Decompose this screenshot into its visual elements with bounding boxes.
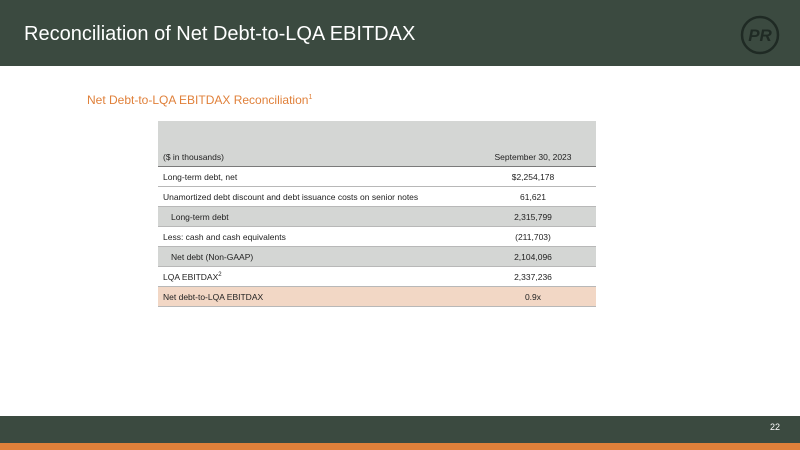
slide-header: [0, 0, 800, 66]
row-label: Net debt-to-LQA EBITDAX: [163, 291, 264, 302]
page-number: 22: [769, 422, 780, 432]
table-header-row: [158, 147, 596, 167]
table-row: [158, 267, 596, 287]
row-value: 2,104,096: [514, 251, 552, 262]
subtitle-footnote-ref: 1: [308, 94, 313, 101]
row-footnote-ref: 2: [218, 271, 222, 278]
row-label: Net debt (Non-GAAP): [171, 251, 254, 262]
table-header-band: [158, 121, 596, 147]
row-value: 2,315,799: [514, 211, 552, 222]
row-value: 0.9x: [524, 291, 542, 302]
company-logo: [740, 15, 780, 55]
slide-content: [0, 66, 800, 416]
row-label: Unamortized debt discount and debt issuance costs on senior notes: [163, 191, 419, 202]
section-subtitle: [87, 93, 312, 107]
table-row-total: [158, 287, 596, 307]
row-value: (211,703): [515, 231, 551, 242]
table-row: [158, 187, 596, 207]
slide-title: Reconciliation of Net Debt-to-LQA EBITDAX: [24, 23, 416, 45]
accent-stripe: [0, 443, 800, 450]
row-value: 2,337,236: [514, 271, 552, 282]
row-label: [158, 272, 470, 282]
table-row: [158, 227, 596, 247]
header-value: September 30, 2023: [494, 151, 572, 162]
table-row: [158, 167, 596, 187]
header-label: ($ in thousands): [163, 151, 224, 162]
row-label: Long-term debt, net: [163, 171, 238, 182]
row-label: Long-term debt: [171, 211, 229, 222]
logo-text: PR: [748, 26, 772, 45]
reconciliation-table: [158, 121, 596, 307]
table-row-subtotal: [158, 247, 596, 267]
subtitle-text: Net Debt-to-LQA EBITDAX Reconciliation: [87, 93, 309, 107]
row-label: Less: cash and cash equivalents: [163, 231, 286, 242]
table-row-subtotal: [158, 207, 596, 227]
row-value: 61,621: [520, 191, 546, 202]
row-value: $2,254,178: [511, 171, 555, 182]
slide-footer: [0, 416, 800, 443]
row-label-text: LQA EBITDAX: [163, 271, 219, 282]
